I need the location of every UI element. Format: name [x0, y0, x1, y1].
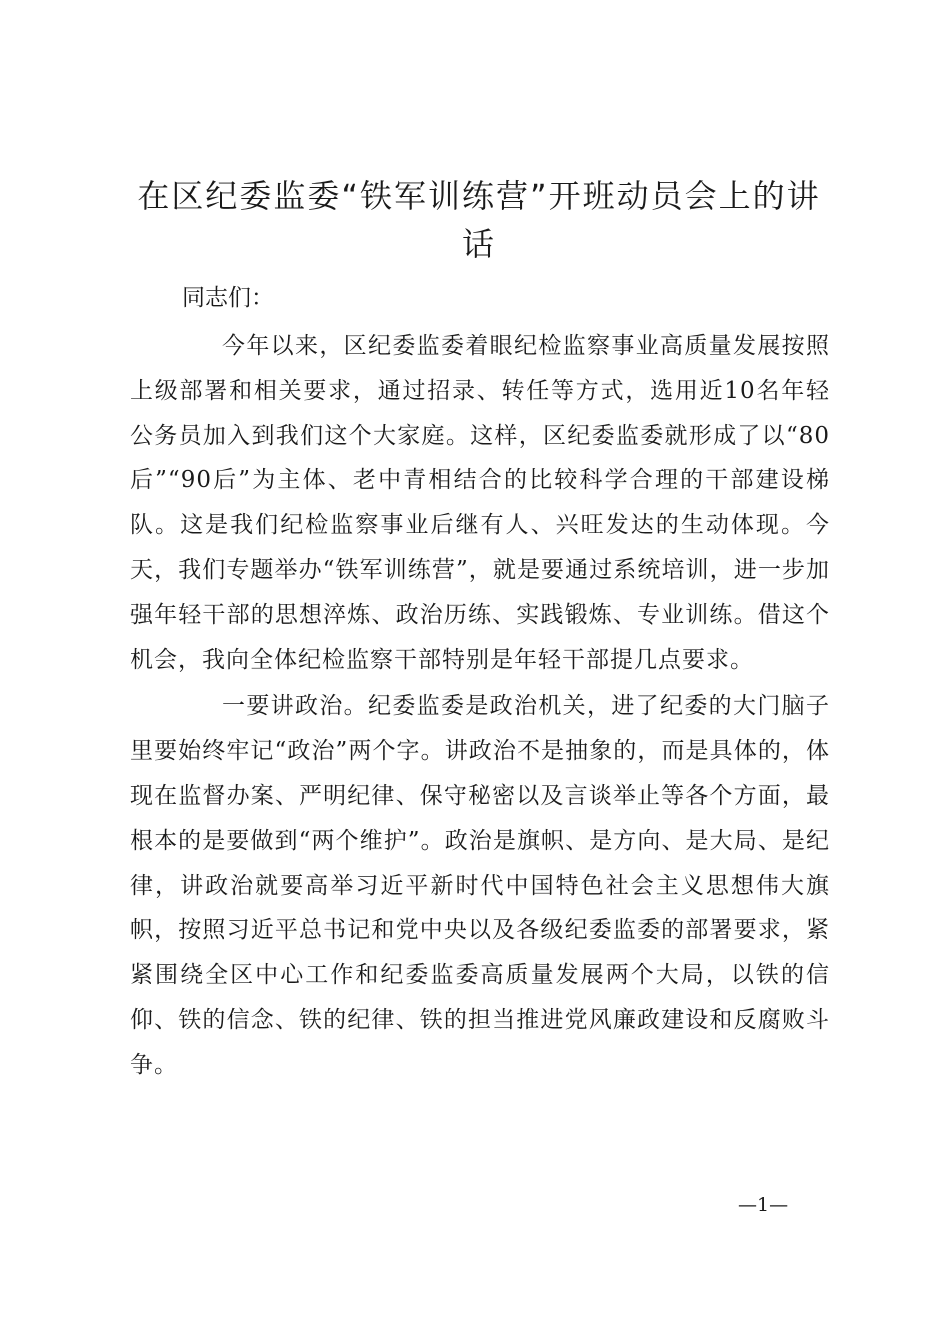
salutation: 同志们：: [182, 285, 274, 311]
paragraph-2: 一要讲政治。纪委监委是政治机关，进了纪委的大门脑子里要始终牢记“政治”两个字。讲政治不是抽象的，而是具体的，体现在监督办案、严明纪律、保守秘密以及言谈举止等各个方面，最根本的是要做到“两个维护”。政治是旗帜、是方向、是大局、是纪律，讲政治就要高举习近平新时代中国特色社会主义思想伟大旗帜，按照习近平总书记和党中央以及各级纪委监委的部署要求，紧紧围绕全区中心工作和纪委监委高质量发展两个大局，以铁的信仰、铁的信念、铁的纪律、铁的担当推进党风廉政建设和反腐败斗争。: [130, 693, 830, 1078]
page-number: —1—: [738, 1194, 789, 1216]
document-body: [130, 324, 830, 1088]
document-title: 在区纪委监委“铁军训练营”开班动员会上的讲话: [137, 177, 821, 263]
paragraph-1: 今年以来，区纪委监委着眼纪检监察事业高质量发展按照上级部署和相关要求，通过招录、转任等方式，选用近10名年轻公务员加入到我们这个大家庭。这样，区纪委监委就形成了以“80后”“90后”为主体、老中青相结合的比较科学合理的干部建设梯队。这是我们纪检监察事业后继有人、兴旺发达的生动体现。今天，我们专题举办“铁军训练营”，就是要通过系统培训，进一步加强年轻干部的思想淬炼、政治历练、实践锻炼、专业训练。借这个机会，我向全体纪检监察干部特别是年轻干部提几点要求。: [130, 333, 830, 673]
